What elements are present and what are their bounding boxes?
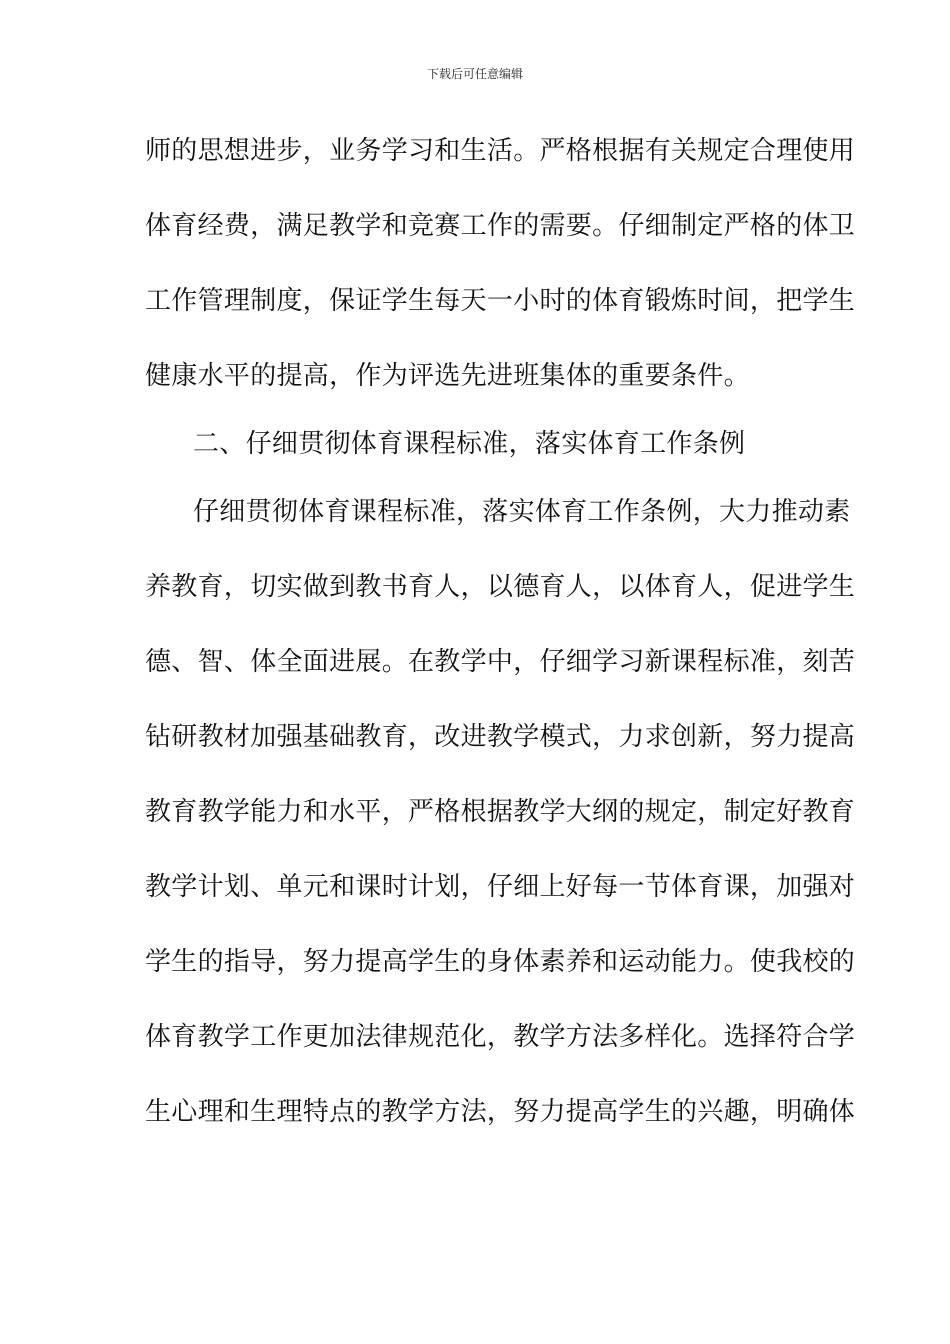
paragraph-line: 学生的指导，努力提高学生的身体素养和运动能力。使我校的 <box>145 947 856 977</box>
paragraph-line: 健康水平的提高，作为评选先进班集体的重要条件。 <box>145 361 750 391</box>
section-heading: 二、仔细贯彻体育课程标准，落实体育工作条例 <box>193 429 746 459</box>
paragraph-line: 仔细贯彻体育课程标准，落实体育工作条例，大力推动素 <box>193 497 851 527</box>
paragraph-line: 体育经费，满足教学和竞赛工作的需要。仔细制定严格的体卫 <box>145 211 856 241</box>
document-body <box>145 128 856 1164</box>
paragraph-line: 养教育，切实做到教书育人，以德育人，以体育人，促进学生 <box>145 572 856 602</box>
paragraph-line: 教育教学能力和水平，严格根据教学大纲的规定，制定好教育 <box>145 797 856 827</box>
paragraph-line: 工作管理制度，保证学生每天一小时的体育锻炼时间，把学生 <box>145 286 856 316</box>
page-header: 下载后可任意编辑 <box>426 67 523 81</box>
paragraph-line: 生心理和生理特点的教学方法，努力提高学生的兴趣，明确体 <box>145 1097 856 1127</box>
paragraph-line: 师的思想进步，业务学习和生活。严格根据有关规定合理使用 <box>145 136 856 166</box>
paragraph-line: 教学计划、单元和课时计划，仔细上好每一节体育课，加强对 <box>145 872 856 902</box>
paragraph-line: 钻研教材加强基础教育，改进教学模式，力求创新，努力提高 <box>145 722 856 752</box>
paragraph-line: 德、智、体全面进展。在教学中，仔细学习新课程标准，刻苦 <box>145 647 856 677</box>
paragraph-line: 体育教学工作更加法律规范化，教学方法多样化。选择符合学 <box>145 1022 856 1052</box>
